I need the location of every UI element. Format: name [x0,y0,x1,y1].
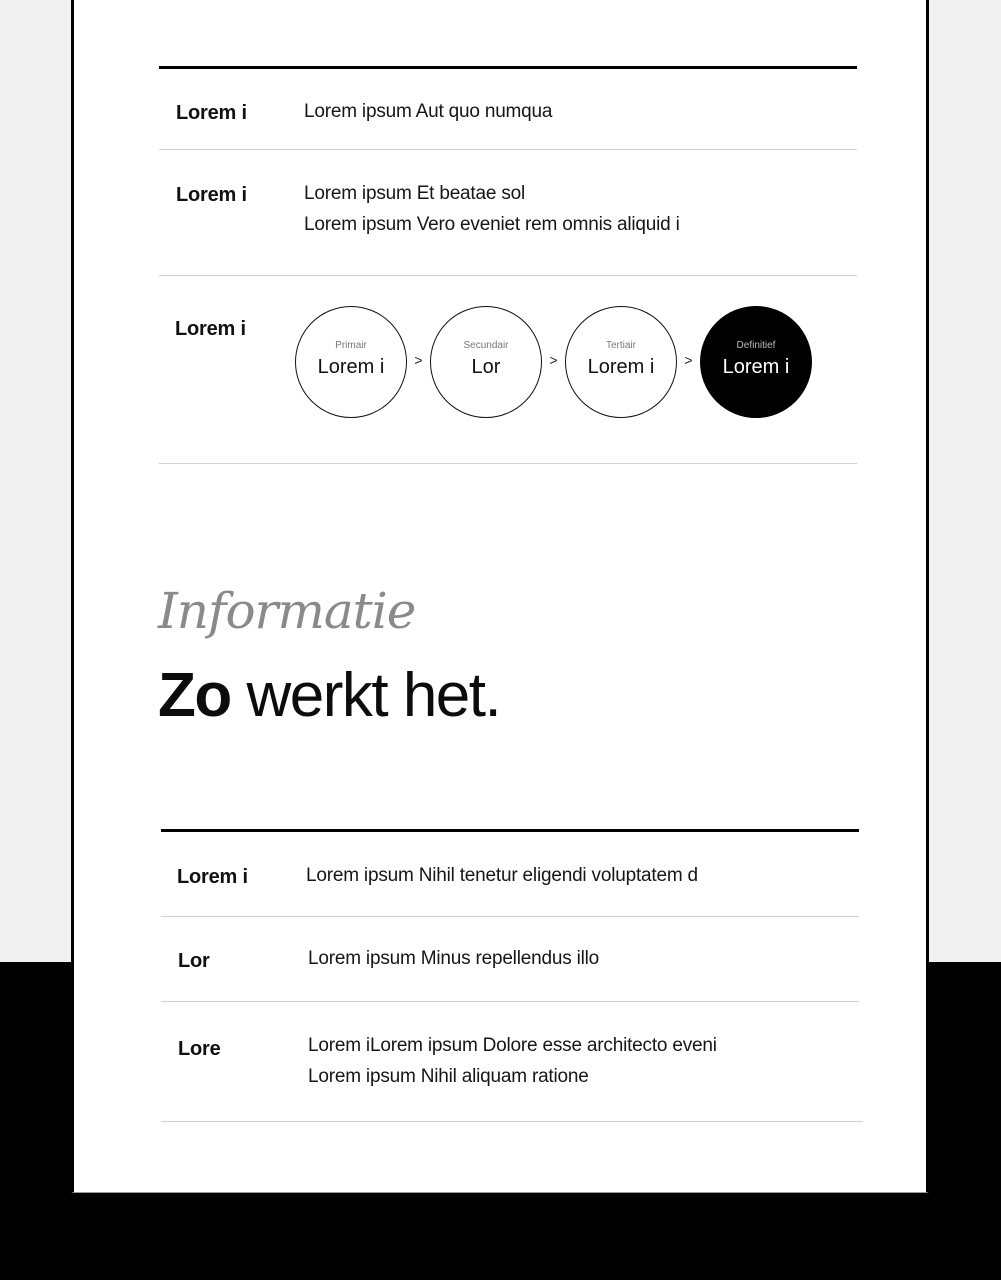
row-value-line: Lorem iLorem ipsum Dolore esse architecto eveni [308,1035,717,1056]
step-primair [295,306,407,418]
row-value [308,943,599,974]
process-steps [295,306,812,418]
table-row [159,150,857,276]
info-table-bottom [161,829,859,1122]
info-table-top [159,66,857,464]
row-label: Lorem i [177,866,248,888]
row-value [308,1030,717,1092]
section-eyebrow: Informatie [158,582,416,640]
row-value-line: Lorem ipsum Nihil tenetur eligendi voluptatem d [306,865,698,886]
row-label: Lorem i [176,102,247,124]
step-caption: Secundair [463,339,509,351]
row-value-line: Lorem ipsum Minus repellendus illo [308,948,600,969]
table-row-process [159,276,857,464]
row-value-line: Lorem ipsum Et beatae sol [304,183,526,204]
row-value [304,178,680,240]
step-secundair [430,306,542,418]
step-title: Lorem i [317,355,385,378]
row-value [306,860,698,891]
chevron-right-icon: > [684,352,693,368]
table-row [161,1002,863,1122]
headline-strong: Zo [158,661,231,730]
table-row [161,832,859,917]
chevron-right-icon: > [414,352,423,368]
content-card [71,0,929,1193]
row-value [304,96,552,127]
section-headline [158,660,500,731]
step-caption: Tertiair [605,339,636,351]
step-definitief [700,306,812,418]
step-caption: Definitief [736,339,776,351]
row-label: Lorem i [176,184,247,206]
row-label: Lorem i [175,318,246,340]
step-title: Lorem i [587,355,655,378]
row-value-line: Lorem ipsum Vero eveniet rem omnis aliquid i [304,214,680,235]
row-value-line: Lorem ipsum Nihil aliquam ratione [308,1066,589,1087]
table-row [161,917,859,1002]
step-title: Lorem i [722,355,790,378]
step-caption: Primair [335,339,367,351]
headline-rest: werkt het. [230,661,501,730]
chevron-right-icon: > [549,352,558,368]
row-label: Lor [178,950,210,972]
step-tertiair [565,306,677,418]
row-value-line: Lorem ipsum Aut quo numqua [304,101,553,122]
table-row [159,69,857,150]
row-label: Lore [178,1038,221,1060]
step-title: Lor [471,355,501,378]
